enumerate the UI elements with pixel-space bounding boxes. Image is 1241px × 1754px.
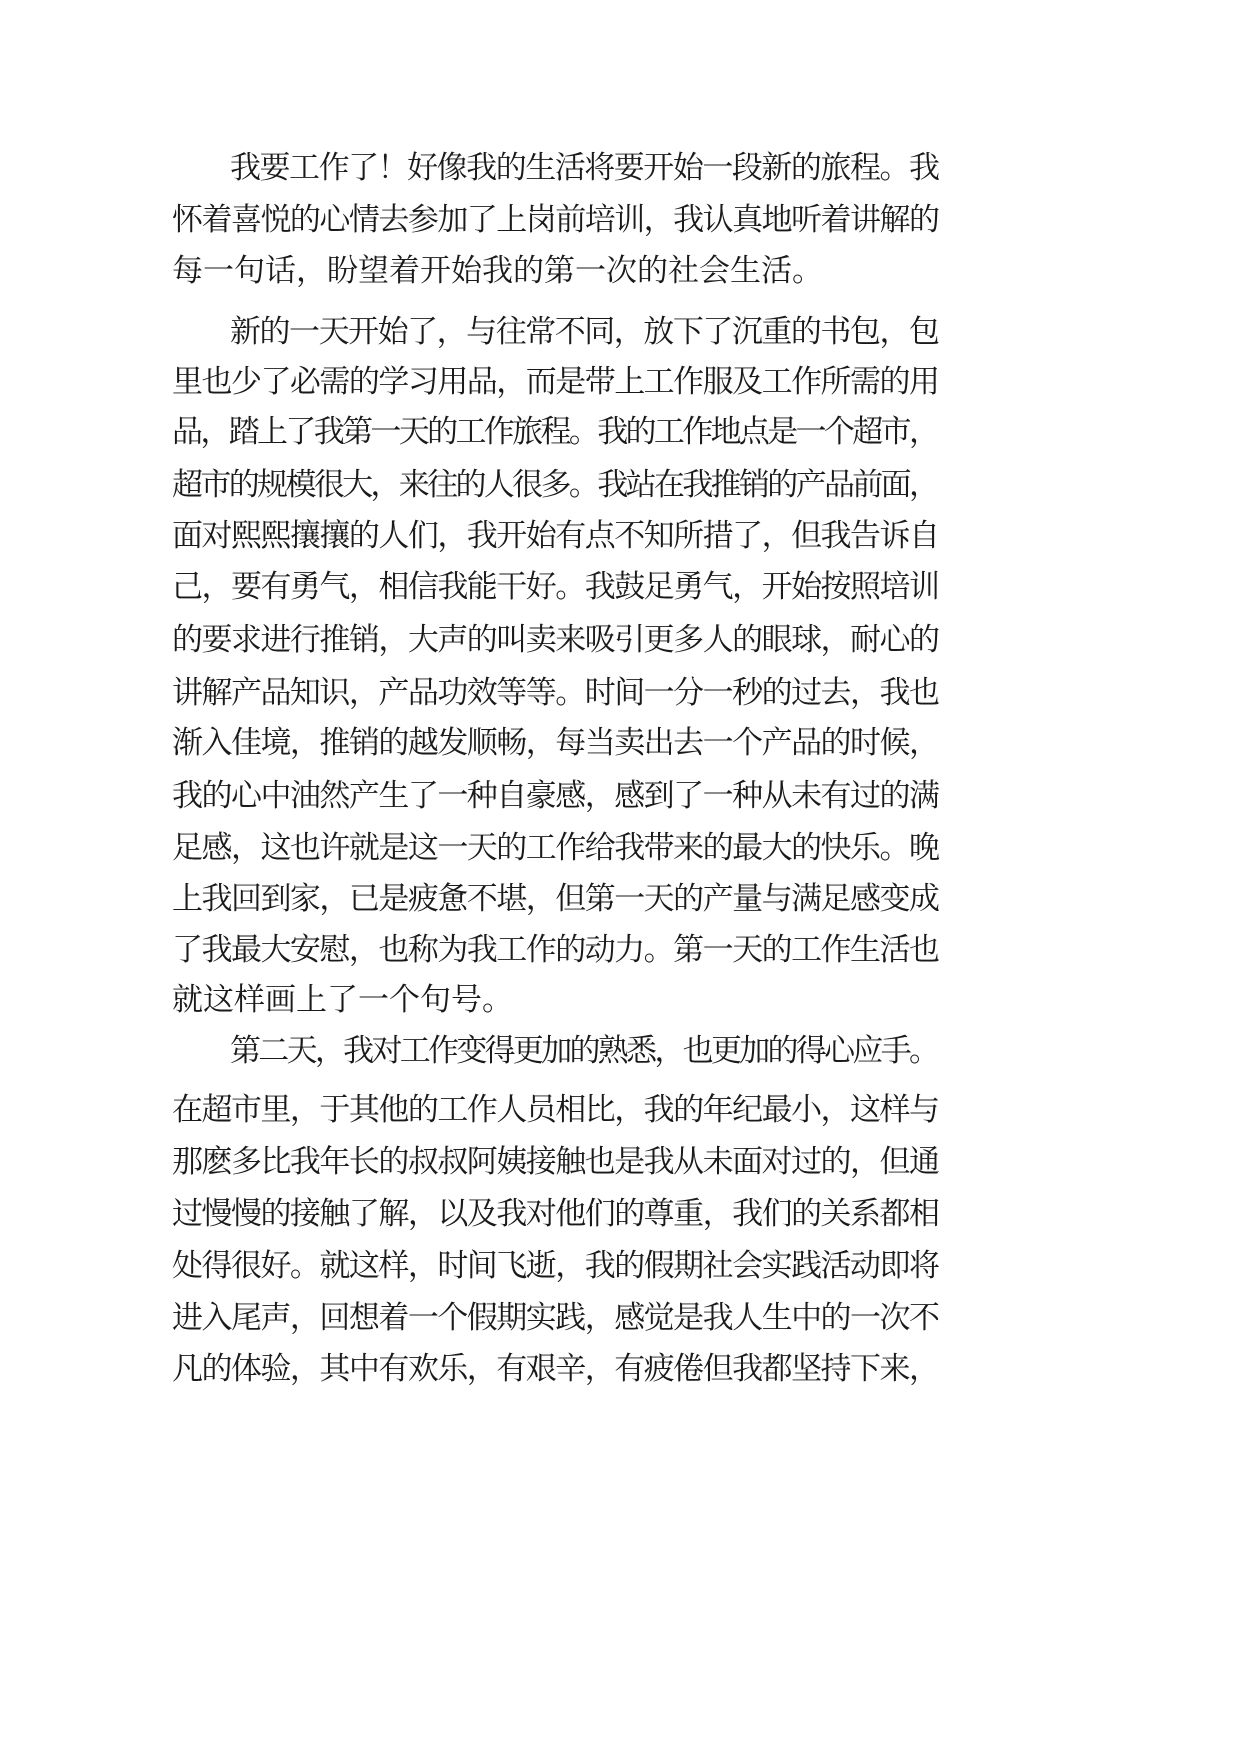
line-text: 过慢慢的接触了解，以及我对他们的尊重，我们的关系都相 bbox=[172, 1196, 939, 1232]
line-text: 了我最大安慰，也称为我工作的动力。第一天的工作生活也 bbox=[172, 932, 939, 968]
paragraph-line bbox=[0, 1142, 1241, 1182]
paragraph-line bbox=[0, 1298, 1241, 1338]
paragraph-line bbox=[0, 776, 1241, 816]
line-text: 品，踏上了我第一天的工作旅程。我的工作地点是一个超市， bbox=[172, 414, 938, 450]
paragraph-line bbox=[0, 930, 1241, 970]
line-text: 讲解产品知识，产品功效等等。时间一分一秒的过去，我也 bbox=[172, 675, 939, 711]
line-text: 面对熙熙攘攘的人们，我开始有点不知所措了，但我告诉自 bbox=[172, 518, 939, 554]
paragraph-line bbox=[0, 251, 1241, 291]
paragraph-line bbox=[0, 1349, 1241, 1389]
paragraph-line bbox=[0, 362, 1241, 402]
paragraph-line bbox=[0, 567, 1241, 607]
line-text: 凡的体验，其中有欢乐，有艰辛，有疲倦但我都坚持下来， bbox=[172, 1351, 939, 1387]
line-text: 我要工作了！好像我的生活将要开始一段新的旅程。我 bbox=[230, 150, 939, 186]
paragraph-line bbox=[0, 620, 1241, 660]
line-text: 那麽多比我年长的叔叔阿姨接触也是我从未面对过的，但通 bbox=[172, 1144, 939, 1180]
line-text: 每一句话，盼望着开始我的第一次的社会生活。 bbox=[172, 253, 823, 289]
paragraph-line bbox=[0, 516, 1241, 556]
paragraph-line bbox=[0, 200, 1241, 240]
line-text: 超市的规模很大，来往的人很多。我站在我推销的产品前面， bbox=[172, 467, 938, 503]
line-text: 渐入佳境，推销的越发顺畅，每当卖出去一个产品的时候， bbox=[172, 725, 939, 761]
paragraph-first-line bbox=[0, 1031, 1241, 1071]
line-text: 的要求进行推销，大声的叫卖来吸引更多人的眼球，耐心的 bbox=[172, 622, 939, 658]
paragraph-first-line bbox=[0, 312, 1241, 352]
paragraph-line bbox=[0, 1246, 1241, 1286]
paragraph-first-line bbox=[0, 148, 1241, 188]
line-text: 就这样画上了一个句号。 bbox=[172, 982, 513, 1018]
line-text: 怀着喜悦的心情去参加了上岗前培训，我认真地听着讲解的 bbox=[172, 202, 939, 238]
paragraph-line bbox=[0, 879, 1241, 919]
line-text: 足感，这也许就是这一天的工作给我带来的最大的快乐。晚 bbox=[172, 830, 939, 866]
paragraph-line bbox=[0, 828, 1241, 868]
line-text: 里也少了必需的学习用品，而是带上工作服及工作所需的用 bbox=[172, 364, 939, 400]
paragraph-line bbox=[0, 980, 1241, 1020]
line-text: 进入尾声，回想着一个假期实践，感觉是我人生中的一次不 bbox=[172, 1300, 939, 1336]
line-text: 在超市里，于其他的工作人员相比，我的年纪最小，这样与 bbox=[172, 1092, 939, 1128]
paragraph-line bbox=[0, 1194, 1241, 1234]
line-text: 上我回到家，已是疲惫不堪，但第一天的产量与满足感变成 bbox=[172, 881, 939, 917]
line-text: 我的心中油然产生了一种自豪感，感到了一种从未有过的满 bbox=[172, 778, 939, 814]
line-text: 新的一天开始了，与往常不同，放下了沉重的书包，包 bbox=[230, 314, 939, 350]
paragraph-line bbox=[0, 1090, 1241, 1130]
paragraph-line bbox=[0, 723, 1241, 763]
paragraph-line bbox=[0, 465, 1241, 505]
line-text: 处得很好。就这样，时间飞逝，我的假期社会实践活动即将 bbox=[172, 1248, 939, 1284]
line-text: 第二天，我对工作变得更加的熟悉，也更加的得心应手。 bbox=[230, 1033, 938, 1069]
paragraph-line bbox=[0, 673, 1241, 713]
line-text: 己，要有勇气，相信我能干好。我鼓足勇气，开始按照培训 bbox=[172, 569, 939, 605]
paragraph-line bbox=[0, 412, 1241, 452]
